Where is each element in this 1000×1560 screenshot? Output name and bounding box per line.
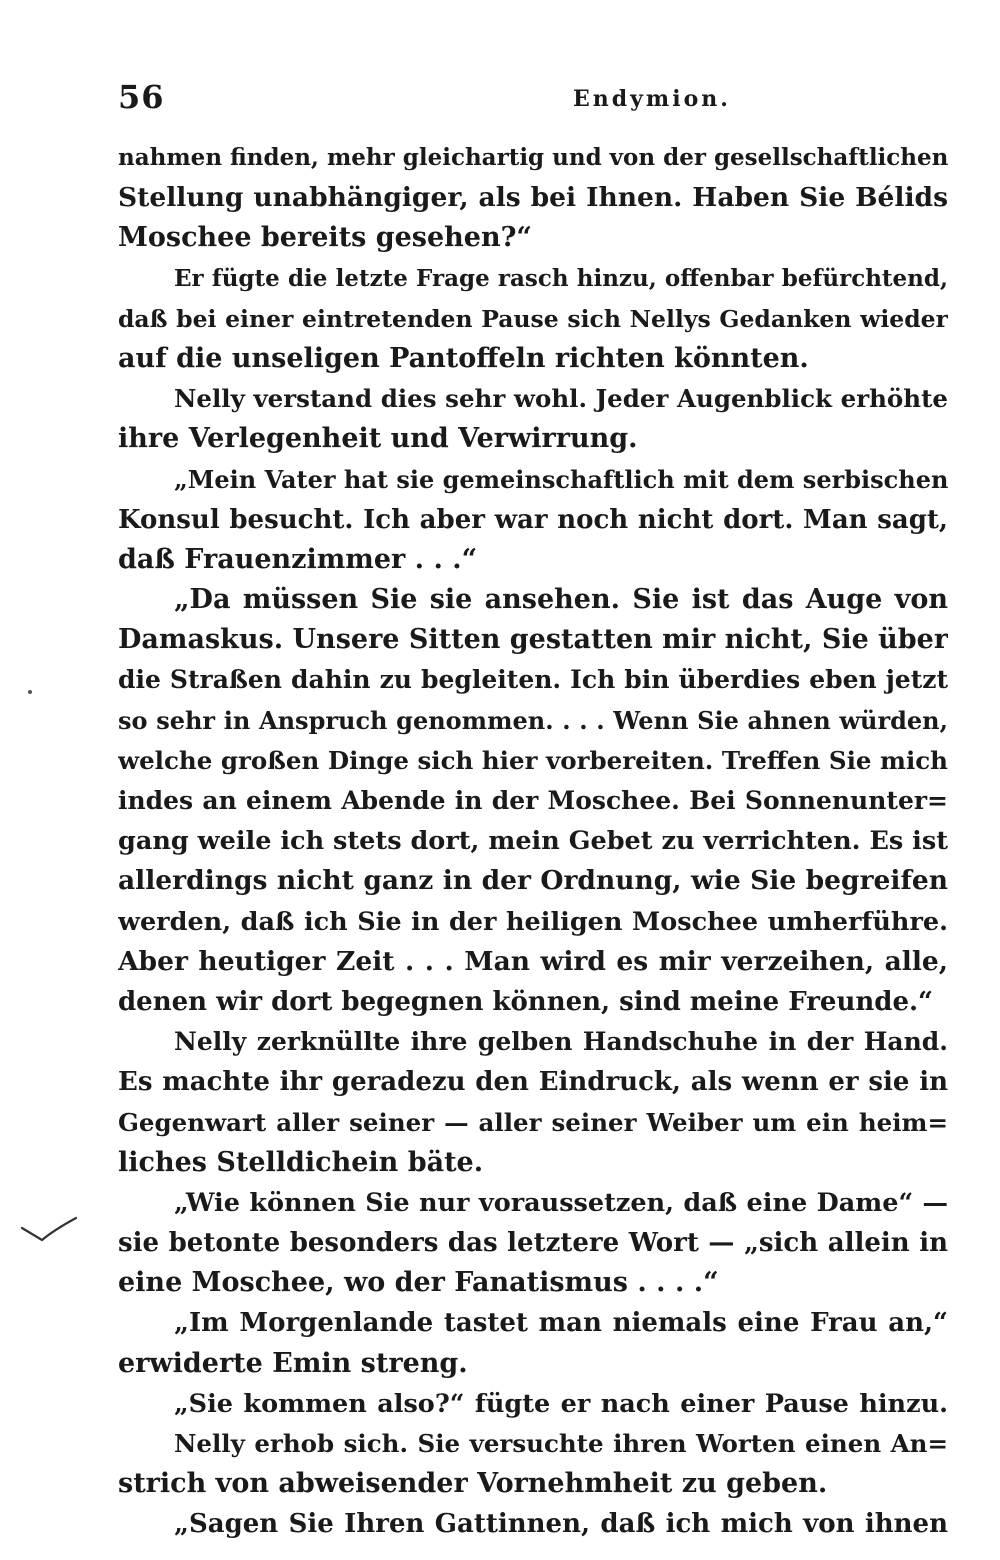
text-line: liches Stelldichein bäte. <box>118 1146 484 1178</box>
text-line: „Sie kommen also?“ fügte er nach einer Pause hinzu. <box>174 1388 948 1419</box>
text-line: Aber heutiger Zeit . . . Man wird es mir verzeihen, alle, <box>118 945 948 977</box>
text-line: Nelly zerknüllte ihre gelben Handschuhe in der Hand. <box>174 1027 948 1057</box>
text-line: Konsul besucht. Ich aber war noch nicht dort. Man sagt, <box>118 504 948 535</box>
text-line: Es machte ihr geradezu den Eindruck, als wenn er sie in <box>118 1067 948 1098</box>
text-line: ihre Verlegenheit und Verwirrung. <box>118 423 638 455</box>
text-line: „Sagen Sie Ihren Gattinnen, daß ich mich von ihnen <box>174 1509 948 1540</box>
text-line: sie betonte besonders das letztere Wort — „sich allein in <box>118 1228 948 1259</box>
page-header <box>118 78 948 126</box>
text-line: „Im Morgenlande tastet man niemals eine Frau an,“ <box>174 1308 948 1339</box>
text-line: Gegenwart aller seiner — aller seiner Weiber um ein heim= <box>118 1107 948 1137</box>
text-line: daß Frauenzimmer . . .“ <box>118 543 478 575</box>
text-line: die Straßen dahin zu begleiten. Ich bin überdies eben jetzt <box>118 665 948 695</box>
text-line: „Da müssen Sie sie ansehen. Sie ist das Auge von <box>174 584 948 616</box>
text-line: Stellung unabhängiger, als bei Ihnen. Haben Sie Bélids <box>118 182 948 214</box>
text-line: Damaskus. Unsere Sitten gestatten mir nicht, Sie über <box>118 624 948 656</box>
text-line: erwiderte Emin streng. <box>118 1347 468 1379</box>
text-line: eine Moschee, wo der Fanatismus . . . .“ <box>118 1267 719 1299</box>
text-line: Nelly erhob sich. Sie versuchte ihren Worten einen An= <box>174 1429 948 1458</box>
text-line: Er fügte die letzte Frage rasch hinzu, offenbar befürchtend, <box>174 264 948 292</box>
text-line: gang weile ich stets dort, mein Gebet zu verrichten. Es ist <box>118 826 948 857</box>
margin-check-mark-icon <box>20 1214 80 1250</box>
body-text <box>118 138 948 1545</box>
text-line: welche großen Dinge sich hier vorbereiten. Treffen Sie mich <box>118 745 948 775</box>
running-title: Endymion. <box>573 86 731 112</box>
text-line: denen wir dort begegnen können, sind meine Freunde.“ <box>118 986 934 1017</box>
text-line: indes an einem Abende in der Moschee. Bei Sonnenunter= <box>118 786 948 815</box>
text-line: daß bei einer eintretenden Pause sich Nellys Gedanken wieder <box>118 304 948 333</box>
text-line: auf die unseligen Pantoffeln richten könnten. <box>118 342 809 374</box>
text-line: Nelly verstand dies sehr wohl. Jeder Augenblick erhöhte <box>174 384 948 414</box>
page-number: 56 <box>118 78 165 116</box>
text-line: „Mein Vater hat sie gemeinschaftlich mit dem serbischen <box>174 464 948 494</box>
text-line: allerdings nicht ganz in der Ordnung, wie Sie begreifen <box>118 865 948 897</box>
text-line: strich von abweisender Vornehmheit zu geben. <box>118 1468 828 1500</box>
margin-dot-mark <box>28 690 32 694</box>
text-line: so sehr in Anspruch genommen. . . . Wenn Sie ahnen würden, <box>118 705 948 735</box>
text-line: nahmen finden, mehr gleichartig und von der gesellschaftlichen <box>118 144 948 171</box>
text-line: „Wie können Sie nur voraussetzen, daß eine Dame“ — <box>174 1187 948 1218</box>
text-line: Moschee bereits gesehen?“ <box>118 222 532 254</box>
text-line: werden, daß ich Sie in der heiligen Moschee umherführe. <box>118 906 948 937</box>
